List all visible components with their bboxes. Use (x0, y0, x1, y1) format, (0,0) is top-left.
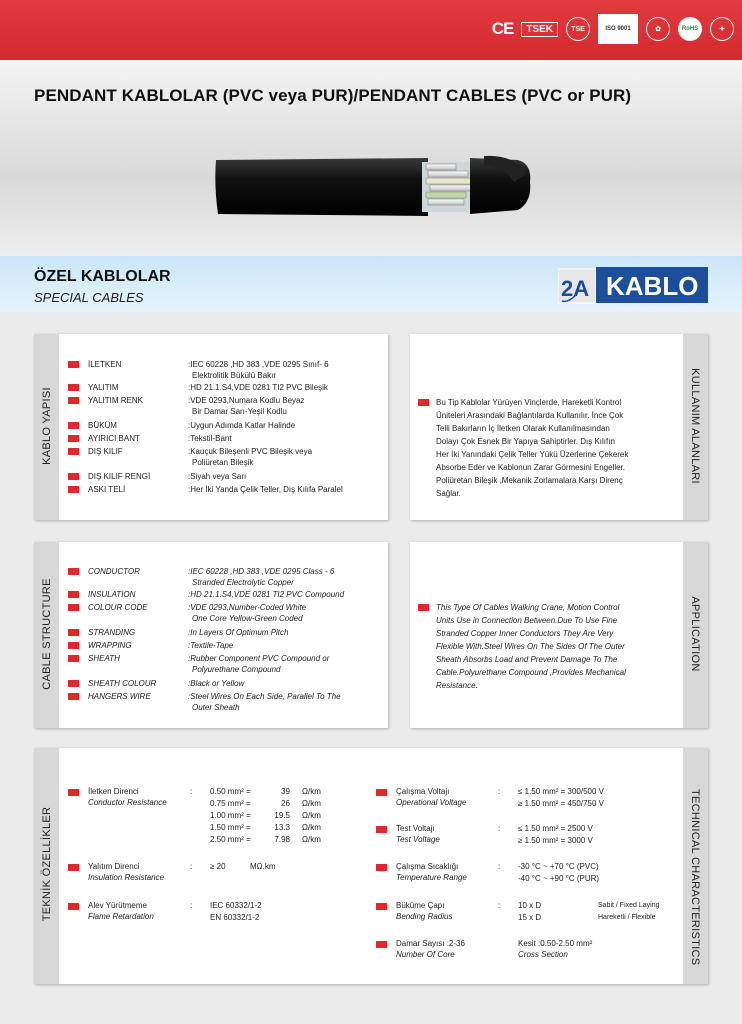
bullet-square-icon (68, 486, 79, 493)
tr-row-value: :Uygun Adımda Katlar Halinde (188, 421, 296, 430)
logo-mark: 2A (561, 276, 590, 301)
flame-values: IEC 60332/1-2 EN 60332/1-2 (210, 901, 262, 922)
bullet-square-icon (68, 789, 79, 796)
tr-row-value-cont: Bir Damar Sarı-Yeşil Kodlu (192, 407, 287, 416)
bullet-square-icon (68, 680, 79, 687)
technical-side-label-left: TEKNİK ÖZELLİKLER (41, 806, 53, 922)
size-cell: 0.50 mm² = (210, 787, 251, 796)
size-cell: 2.50 mm² = (210, 835, 251, 844)
bullet-square-icon (68, 568, 79, 575)
operating-voltage-values: ≤ 1.50 mm² = 300/500 V ≥ 1.50 mm² = 450/750 V (518, 787, 604, 808)
tr-usage-side-label: KULLANIM ALANLARI (689, 368, 701, 484)
en-application-text: This Type Of Cables Walking Crane, Motion Control Units Use in Connection Between.Due To Use Fine Stranded Copper Inner Conductors They Are Very Flexible With.Steel Wires On The Sides Of The Outer Sheath Absorbs Load and Prevent Damage To The Cable.Polyurethane Compound ,Provides Mechanical Resistance. (436, 603, 626, 690)
value-cell: 26 (281, 799, 290, 808)
bullet-square-icon (68, 384, 79, 391)
tr-row-value: :Kauçuk Bileşenli PVC Bileşik veya (188, 447, 313, 456)
operating-voltage-label: Çalışma Voltajı Operational Voltage (396, 787, 467, 807)
unit-cell: Ω/km (302, 823, 321, 832)
seal-icon: ✿ (646, 17, 670, 41)
tr-row-label: İLETKEN (88, 360, 122, 369)
colon: : (498, 787, 501, 796)
tr-row-label: DIŞ KILIF (88, 447, 123, 456)
certification-marks (492, 14, 734, 44)
en-row-value: :In Layers Of Optimum Pitch (188, 628, 289, 637)
page-title: PENDANT KABLOLAR (PVC veya PUR)/PENDANT CABLES (PVC or PUR) (34, 86, 632, 105)
bending-label: Büküme Çapı Bending Radius (396, 901, 453, 921)
bullet-square-icon (68, 473, 79, 480)
logo-text: KABLO (606, 271, 699, 301)
cable-image (214, 152, 532, 220)
cross-section-value: :0.50-2.50 mm² (538, 939, 593, 948)
cores-label: Damar Sayısı :2-36 Number Of Core (396, 939, 465, 959)
bullet-square-icon (376, 826, 387, 833)
en-row-label: HANGERS WIRE (88, 692, 151, 701)
temperature-values: -30 °C ~ +70 °C (PVC) -40 °C ~ +90 °C (PUR) (518, 862, 600, 883)
tr-row-label: DIŞ KILIF RENGİ (88, 472, 151, 481)
en-row-value-cont: Outer Sheath (192, 703, 240, 712)
en-structure-side-label: CABLE STRUCTURE (41, 578, 53, 690)
tr-row-value-cont: Elektrolitik Bükülü Bakır (192, 371, 277, 380)
bullet-square-icon (68, 864, 79, 871)
ce-mark-icon: CE (491, 19, 514, 38)
bending-values: 10 x D 15 x D (518, 901, 542, 922)
colon: : (190, 787, 193, 796)
unit-cell: Ω/km (302, 799, 321, 808)
test-voltage-label: Test Voltajı Test Voltage (396, 824, 440, 844)
en-row-value: :Steel Wires On Each Side, Parallel To The (188, 692, 341, 701)
bullet-square-icon (418, 604, 429, 611)
conductor-resistance-label: İletken Direnci Conductor Resistance (88, 787, 167, 807)
tr-row-label: BÜKÜM (88, 421, 117, 430)
tr-row-label: ASKI TELİ (88, 485, 126, 494)
tse-mark-icon: TSE (566, 17, 590, 41)
en-row-label: WRAPPING (88, 641, 132, 650)
en-row-value-cont: Stranded Electrolytic Copper (192, 578, 294, 587)
unit-cell: Ω/km (302, 787, 321, 796)
bullet-square-icon (376, 941, 387, 948)
en-row-label: COLOUR CODE (88, 603, 148, 612)
en-row-value: :Black or Yellow (188, 679, 245, 688)
value-cell: 13.3 (274, 823, 290, 832)
colon: : (498, 901, 501, 910)
company-logo (558, 265, 708, 305)
tr-row-value: :HD 21.1.S4,VDE 0281 TI2 PVC Bileşik (188, 383, 328, 392)
tr-row-label: YALITIM (88, 383, 119, 392)
tr-row-value-cont: Poliüretan Bileşik (192, 458, 254, 467)
bullet-square-icon (68, 361, 79, 368)
en-row-label: STRANDING (88, 628, 136, 637)
en-row-value: :HD 21.1.S4,VDE 0281 TI2 PVC Compound (188, 590, 345, 599)
tr-row-value: :IEC 60228 ,HD 383 ,VDE 0295 Sınıf- 6 (188, 360, 329, 369)
tr-row-label: AYIRICI BANT (88, 434, 140, 443)
bullet-square-icon (68, 448, 79, 455)
section-subtitle: SPECIAL CABLES (34, 290, 144, 305)
bullet-square-icon (68, 642, 79, 649)
en-row-label: SHEATH COLOUR (88, 679, 157, 688)
insulation-resistance-value: ≥ 20 (210, 862, 226, 871)
bullet-square-icon (68, 693, 79, 700)
tr-row-value: :Her İki Yanda Çelik Teller, Dış Kılıfa Paralel (188, 485, 343, 494)
value-cell: 7.98 (274, 835, 290, 844)
insulation-resistance-label: Yalıtım Direnci Insulation Resistance (88, 862, 165, 882)
en-row-value-cont: Polyurethane Compound (192, 665, 281, 674)
tr-row-value: :Siyah veya Sarı (188, 472, 247, 481)
size-cell: 1.50 mm² = (210, 823, 251, 832)
en-row-value-cont: One Core Yellow-Green Coded (192, 614, 303, 623)
emblem-icon: ✦ (710, 17, 734, 41)
insulation-resistance-unit: MΩ.km (250, 862, 276, 871)
bullet-square-icon (376, 789, 387, 796)
tr-usage-text: Bu Tip Kablolar Yürüyen Vinçlerde, Hareketli Kontrol Üniteleri Arasındaki Bağlantılarda Kullanılır. İnce Çok Telli Bakırların İç İletken Olarak Kullanılmasından Dolayı Çok Esnek Bir Yapıya Sahiptirler. Dış Kılıfın Her İki Yanındaki Çelik Teller Yükü Üzerlerine Çekerek Absorbe Eder ve Kablonun Zarar Görmesini Engeller. Poliüretan Bileşik ,Mekanik Zorlamalara Karşı Direnç Sağlar. (436, 398, 629, 498)
bullet-square-icon (376, 864, 387, 871)
iso-9001-badge-icon: ISO 9001 (598, 14, 638, 44)
en-row-label: INSULATION (88, 590, 136, 599)
value-cell: 19.5 (274, 811, 290, 820)
size-cell: 1.00 mm² = (210, 811, 251, 820)
colon: : (498, 824, 501, 833)
en-row-label: SHEATH (88, 654, 120, 663)
tsek-mark-icon: TSEK (521, 22, 558, 37)
tr-structure-side-label: KABLO YAPISI (41, 387, 53, 465)
en-row-value: :Textile-Tape (188, 641, 234, 650)
en-row-value: :IEC 60228 ,HD 383 ,VDE 0295 Class - 6 (188, 567, 335, 576)
en-row-label: CONDUCTOR (88, 567, 140, 576)
unit-cell: Ω/km (302, 835, 321, 844)
bullet-square-icon (68, 604, 79, 611)
bullet-square-icon (68, 435, 79, 442)
en-application-side-label: APPLICATION (689, 596, 701, 672)
en-row-value: :VDE 0293,Number-Coded White (188, 603, 307, 612)
unit-cell: Ω/km (302, 811, 321, 820)
bullet-square-icon (376, 903, 387, 910)
tr-row-value: :VDE 0293,Numara Kodlu Beyaz (188, 396, 305, 405)
rohs-badge-icon: RoHS (678, 17, 702, 41)
tr-row-label: YALITIM RENK (88, 396, 143, 405)
flame-label: Alev Yürütmeme Flame Retardation (88, 901, 154, 921)
colon: : (190, 862, 193, 871)
section-title: ÖZEL KABLOLAR (34, 268, 171, 285)
colon: : (190, 901, 193, 910)
bullet-square-icon (68, 591, 79, 598)
tr-row-value: :Tekstil-Bant (188, 434, 232, 443)
bullet-square-icon (68, 629, 79, 636)
size-cell: 0.75 mm² = (210, 799, 251, 808)
test-voltage-values: ≤ 1.50 mm² = 2500 V ≥ 1.50 mm² = 3000 V (518, 824, 593, 845)
top-bar (0, 0, 742, 60)
bullet-square-icon (68, 655, 79, 662)
technical-side-label-right: TECHNICAL CHARACTERISTICS (689, 789, 701, 966)
cores-value: :2-36 (446, 939, 465, 948)
cross-section-label: Kesit :0.50-2.50 mm² Cross Section (518, 939, 593, 959)
temperature-label: Çalışma Sıcaklığı Temperature Range (396, 862, 467, 882)
value-cell: 39 (281, 787, 290, 796)
bullet-square-icon (418, 399, 429, 406)
bullet-square-icon (68, 422, 79, 429)
bending-notes: Sabit / Fixed Laying Hareketli / Flexible (598, 902, 660, 921)
bullet-square-icon (68, 397, 79, 404)
colon: : (498, 862, 501, 871)
bullet-square-icon (68, 903, 79, 910)
en-row-value: :Rubber Component PVC Compound or (188, 654, 330, 663)
